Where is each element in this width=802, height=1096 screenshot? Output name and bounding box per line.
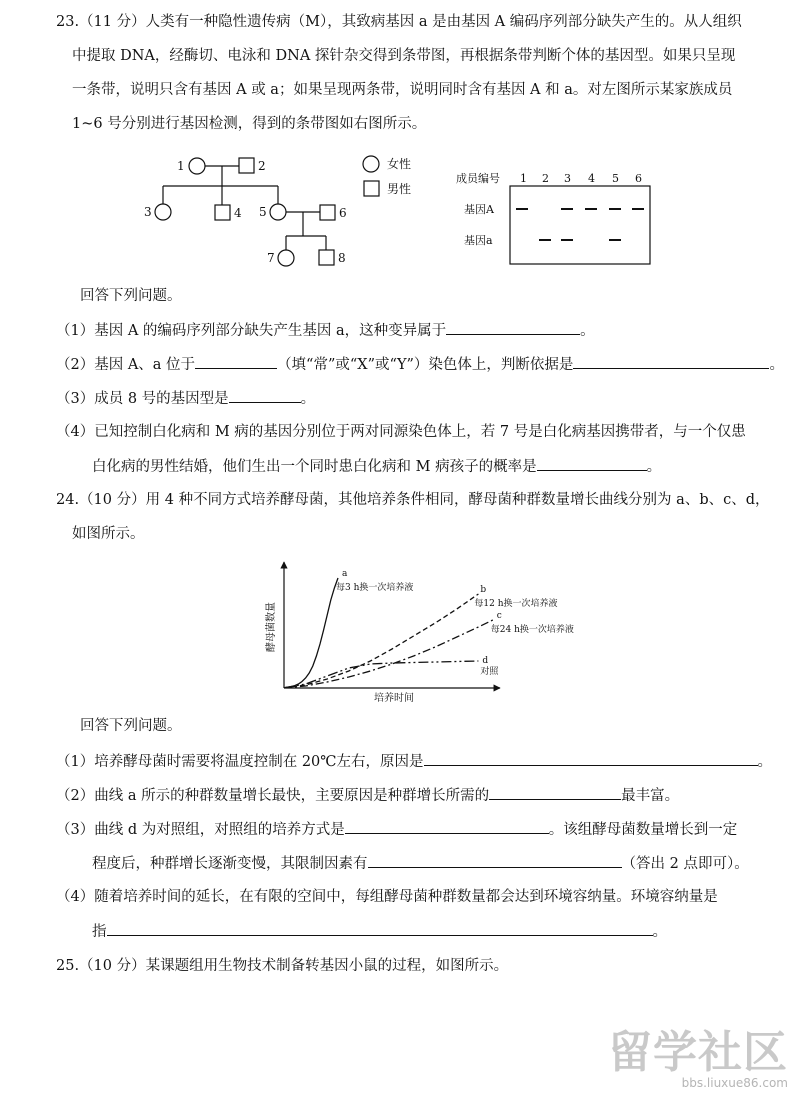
- curve-c: [284, 620, 493, 688]
- watermark-url: bbs.liuxue86.com: [681, 1076, 788, 1090]
- q23-sub1-blank[interactable]: [446, 320, 580, 335]
- curve-c-letter: c: [496, 611, 502, 621]
- q23-sub4-end: 。: [646, 459, 662, 475]
- q24-sub3-text-1: （3）曲线 d 为对照组，对照组的培养方式是: [56, 822, 345, 838]
- pedigree-number: 1: [177, 159, 185, 173]
- q24-line-1: 24.（10 分）用 4 种不同方式培养酵母菌，其他培养条件相同，酵母菌种群数量增长曲线分别为 a、b、c、d，: [56, 492, 770, 508]
- q24-sub3-line-1: [56, 819, 737, 840]
- band-chart: [448, 160, 658, 270]
- yeast-growth-chart: [262, 556, 574, 706]
- q23-sub2-blank-1[interactable]: [195, 354, 277, 369]
- q23-answer-intro: 回答下列问题。: [80, 288, 182, 304]
- q25-line-1: 25.（10 分）某课题组用生物技术制备转基因小鼠的过程，如图所示。: [56, 958, 509, 974]
- pedigree-number: 8: [338, 251, 346, 265]
- curve-a-letter: a: [342, 569, 348, 579]
- member-number: 4: [588, 172, 595, 185]
- pedigree-male-6: [320, 205, 335, 220]
- member-number: 6: [635, 172, 642, 185]
- q24-sub1-end: 。: [757, 754, 773, 770]
- q24-sub1-blank[interactable]: [424, 751, 758, 766]
- curve-c-label: 每24 h换一次培养液: [490, 625, 574, 635]
- q23-line-3: 一条带，说明只含有基因 A 或 a；如果呈现两条带，说明同时含有基因 A 和 a。对左图所示某家族成员: [72, 82, 733, 98]
- band-chart-header: 成员编号: [456, 172, 500, 185]
- pedigree-number: 5: [259, 205, 267, 219]
- q24-sub4-text: 指: [92, 924, 107, 940]
- q23-line-4: 1~6 号分别进行基因检测，得到的条带图如右图所示。: [72, 116, 427, 132]
- x-axis-label: 培养时间: [374, 693, 414, 704]
- q24-sub2-blank[interactable]: [489, 785, 621, 800]
- legend-male-label: 男性: [387, 182, 412, 196]
- watermark-logo: [608, 1027, 788, 1090]
- q24-sub3-blank-1[interactable]: [345, 819, 549, 834]
- legend-male-icon: [364, 181, 379, 196]
- q24-sub2-end: 最丰富。: [621, 788, 680, 804]
- q23-sub3-blank[interactable]: [229, 388, 301, 403]
- curve-b-label: 每12 h换一次培养液: [474, 599, 558, 609]
- q23-sub3-text: （3）成员 8 号的基因型是: [56, 391, 229, 407]
- curve-a-label: 每3 h换一次培养液: [336, 583, 414, 593]
- q23-sub4-line-2: [92, 456, 661, 477]
- q24-sub4-line-2: [92, 921, 667, 942]
- watermark-title: 留学社区: [608, 1027, 788, 1078]
- q23-sub2: [56, 354, 784, 375]
- row-label-gene-A: 基因A: [464, 203, 494, 216]
- pedigree-female-1: [189, 158, 205, 174]
- q23-sub3: [56, 388, 315, 409]
- pedigree-number: 2: [258, 159, 266, 173]
- q23-sub4-text: 白化病的男性结婚，他们生出一个同时患白化病和 M 病孩子的概率是: [92, 459, 537, 475]
- member-number: 3: [564, 172, 571, 185]
- member-number: 2: [542, 172, 549, 185]
- legend-female-icon: [363, 156, 379, 172]
- q23-sub3-end: 。: [300, 391, 316, 407]
- curve-b-letter: b: [480, 585, 487, 595]
- q24-sub2: [56, 785, 679, 806]
- q23-sub1-end: 。: [580, 323, 595, 339]
- q24-sub3-end: （答出 2 点即可）。: [621, 856, 749, 872]
- legend-female-label: 女性: [387, 157, 412, 171]
- q23-sub2-text: （2）基因 A、a 位于: [56, 357, 196, 373]
- q24-sub3-line-2: [92, 853, 749, 874]
- pedigree-number: 7: [267, 251, 275, 265]
- y-axis-label: 酵母菌数量: [266, 602, 277, 652]
- pedigree-female-7: [278, 250, 294, 266]
- q24-sub4-blank[interactable]: [107, 921, 653, 936]
- q24-sub3-mid: 。该组酵母菌数量增长到一定: [548, 822, 738, 838]
- pedigree-number: 3: [144, 205, 152, 219]
- pedigree-male-2: [239, 158, 254, 173]
- q24-line-2: 如图所示。: [72, 526, 145, 542]
- q24-answer-intro: 回答下列问题。: [80, 718, 182, 734]
- q24-sub4-line-1: （4）随着培养时间的延长，在有限的空间中，每组酵母菌种群数量都会达到环境容纳量。环境容纳量是: [56, 889, 718, 905]
- pedigree-number: 6: [339, 206, 347, 220]
- q23-sub4-line-1: （4）已知控制白化病和 M 病的基因分别位于两对同源染色体上，若 7 号是白化病基因携带者，与一个仅患: [56, 424, 746, 440]
- pedigree-male-8: [319, 250, 334, 265]
- q24-sub1: [56, 751, 772, 772]
- q23-sub4-blank[interactable]: [537, 456, 647, 471]
- curve-d-label: 对照: [480, 667, 499, 677]
- pedigree-female-5: [270, 204, 286, 220]
- q23-sub2-end: 。: [769, 357, 784, 373]
- q23-sub1: [56, 320, 595, 341]
- q24-sub3-text-2: 程度后，种群增长逐渐变慢，其限制因素有: [92, 856, 368, 872]
- member-number: 5: [612, 172, 619, 185]
- q23-sub2-blank-2[interactable]: [573, 354, 769, 369]
- q24-sub4-end: 。: [652, 924, 667, 940]
- pedigree-male-4: [215, 205, 230, 220]
- q23-sub2-mid: （填“常”或“X”或“Y”）染色体上，判断依据是: [277, 357, 574, 373]
- q23-line-1: 23.（11 分）人类有一种隐性遗传病（M），其致病基因 a 是由基因 A 编码序列部分缺失产生的。从人组织: [56, 14, 742, 30]
- row-label-gene-a: 基因a: [464, 234, 493, 247]
- q24-sub3-blank-2[interactable]: [368, 853, 622, 868]
- member-number: 1: [520, 172, 527, 185]
- q23-line-2: 中提取 DNA，经酶切、电泳和 DNA 探针杂交得到条带图，再根据条带判断个体的基因型。如果只呈现: [72, 48, 736, 64]
- curve-d-letter: d: [482, 656, 489, 666]
- q24-sub2-text: （2）曲线 a 所示的种群数量增长最快，主要原因是种群增长所需的: [56, 788, 490, 804]
- q23-sub1-text: （1）基因 A 的编码序列部分缺失产生基因 a，这种变异属于: [56, 323, 447, 339]
- pedigree-number: 4: [234, 206, 242, 220]
- pedigree-female-3: [155, 204, 171, 220]
- pedigree-diagram: [140, 148, 430, 273]
- curve-a: [284, 578, 338, 688]
- q24-sub1-text: （1）培养酵母菌时需要将温度控制在 20℃左右，原因是: [56, 754, 424, 770]
